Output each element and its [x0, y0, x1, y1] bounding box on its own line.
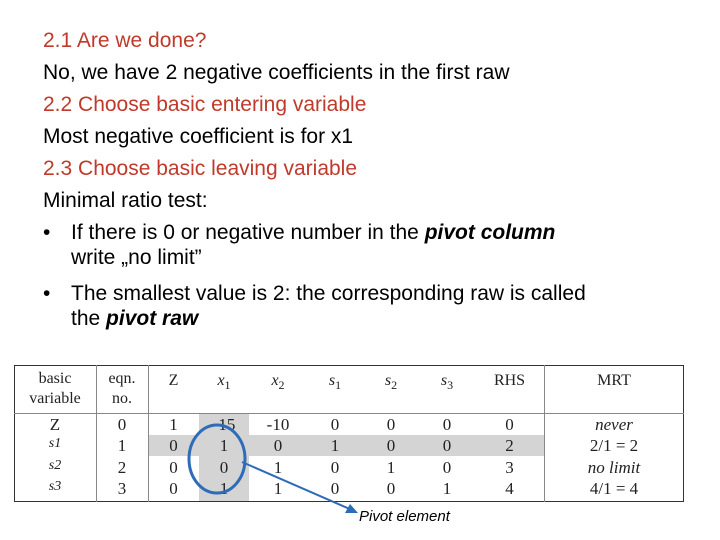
- cell-x1: 0: [219, 458, 229, 477]
- cell-x1: -15: [212, 415, 236, 434]
- cell-var: Z: [49, 415, 61, 434]
- cell-s3: 0: [442, 436, 452, 455]
- bullet-1-prefix: If there is 0 or negative number in the: [71, 221, 425, 244]
- pivot-element-label: Pivot element: [359, 508, 450, 525]
- cell-mrt: no limit: [587, 458, 641, 477]
- cell-x2: 0: [273, 436, 283, 455]
- header-eqn-line2: no.: [112, 390, 132, 407]
- cell-s3: 0: [442, 458, 452, 477]
- cell-s3: 1: [442, 479, 452, 498]
- cell-var: s3: [48, 479, 62, 494]
- cell-x2: 1: [273, 458, 283, 477]
- bullet-2-text: The smallest value is 2: the corresponding raw is called: [71, 282, 586, 305]
- bullet-1-marker: •: [43, 221, 51, 244]
- cell-eqn: 2: [117, 458, 127, 477]
- cell-s2: 0: [386, 479, 396, 498]
- header-mrt: MRT: [597, 372, 631, 389]
- cell-x1: 1: [219, 436, 229, 455]
- header-s3-base: s: [440, 372, 448, 389]
- pivot-arrow-shaft: [242, 462, 352, 510]
- header-x1-base: x: [217, 372, 225, 389]
- header-basic-line2: variable: [29, 390, 81, 407]
- cell-var: s2: [48, 458, 62, 473]
- cell-eqn: 3: [117, 479, 127, 498]
- cell-s1: 0: [330, 458, 340, 477]
- header-s1-sub: 1: [335, 378, 342, 393]
- cell-s3: 0: [442, 415, 452, 434]
- cell-s2: 1: [386, 458, 396, 477]
- cell-z: 1: [169, 415, 178, 434]
- bullet-1-continuation: write „no limit”: [71, 246, 202, 269]
- bullet-2-cont-prefix: the: [71, 307, 107, 330]
- header-x2-base: x: [271, 372, 279, 389]
- cell-s1: 0: [330, 479, 340, 498]
- cell-mrt: 2/1 = 2: [589, 436, 639, 455]
- cell-s2: 0: [386, 415, 396, 434]
- cell-var: s1: [48, 436, 62, 451]
- header-x1-sub: 1: [224, 378, 231, 393]
- header-basic-line1: basic: [38, 370, 72, 387]
- header-rhs: RHS: [493, 372, 526, 389]
- cell-eqn: 1: [117, 436, 127, 455]
- cell-rhs: 2: [505, 436, 514, 455]
- cell-s2: 0: [386, 436, 396, 455]
- text-most-negative: Most negative coefficient is for x1: [43, 125, 354, 148]
- cell-rhs: 3: [505, 458, 514, 477]
- heading-entering-variable: 2.2 Choose basic entering variable: [43, 93, 367, 116]
- pivot-circle: [189, 425, 245, 493]
- bullet-2-emphasis: pivot raw: [106, 307, 199, 330]
- cell-z: 0: [169, 479, 178, 498]
- cell-z: 0: [169, 436, 178, 455]
- header-eqn-line1: eqn.: [108, 370, 136, 387]
- header-s1-base: s: [328, 372, 336, 389]
- cell-s1: 0: [330, 415, 340, 434]
- cell-mrt: 4/1 = 4: [589, 479, 639, 498]
- cell-mrt: never: [595, 415, 633, 434]
- cell-z: 0: [169, 458, 178, 477]
- cell-x1: 1: [219, 479, 229, 498]
- bullet-1-emphasis: pivot column: [424, 221, 556, 244]
- header-s3-sub: 3: [447, 378, 454, 393]
- cell-eqn: 0: [117, 415, 127, 434]
- text-negative-coefficients: No, we have 2 negative coefficients in the first raw: [43, 61, 510, 84]
- cell-x2: 1: [273, 479, 283, 498]
- cell-s1: 1: [330, 436, 340, 455]
- header-s2-base: s: [384, 372, 392, 389]
- header-x2-sub: 2: [278, 378, 285, 393]
- cell-rhs: 0: [505, 415, 514, 434]
- header-s2-sub: 2: [391, 378, 398, 393]
- text-minimal-ratio: Minimal ratio test:: [43, 189, 208, 212]
- cell-x2: -10: [266, 415, 290, 434]
- heading-leaving-variable: 2.3 Choose basic leaving variable: [43, 157, 358, 180]
- cell-rhs: 4: [505, 479, 514, 498]
- heading-are-we-done: 2.1 Are we done?: [43, 29, 207, 52]
- header-z: Z: [168, 372, 179, 389]
- bullet-2-marker: •: [43, 282, 51, 305]
